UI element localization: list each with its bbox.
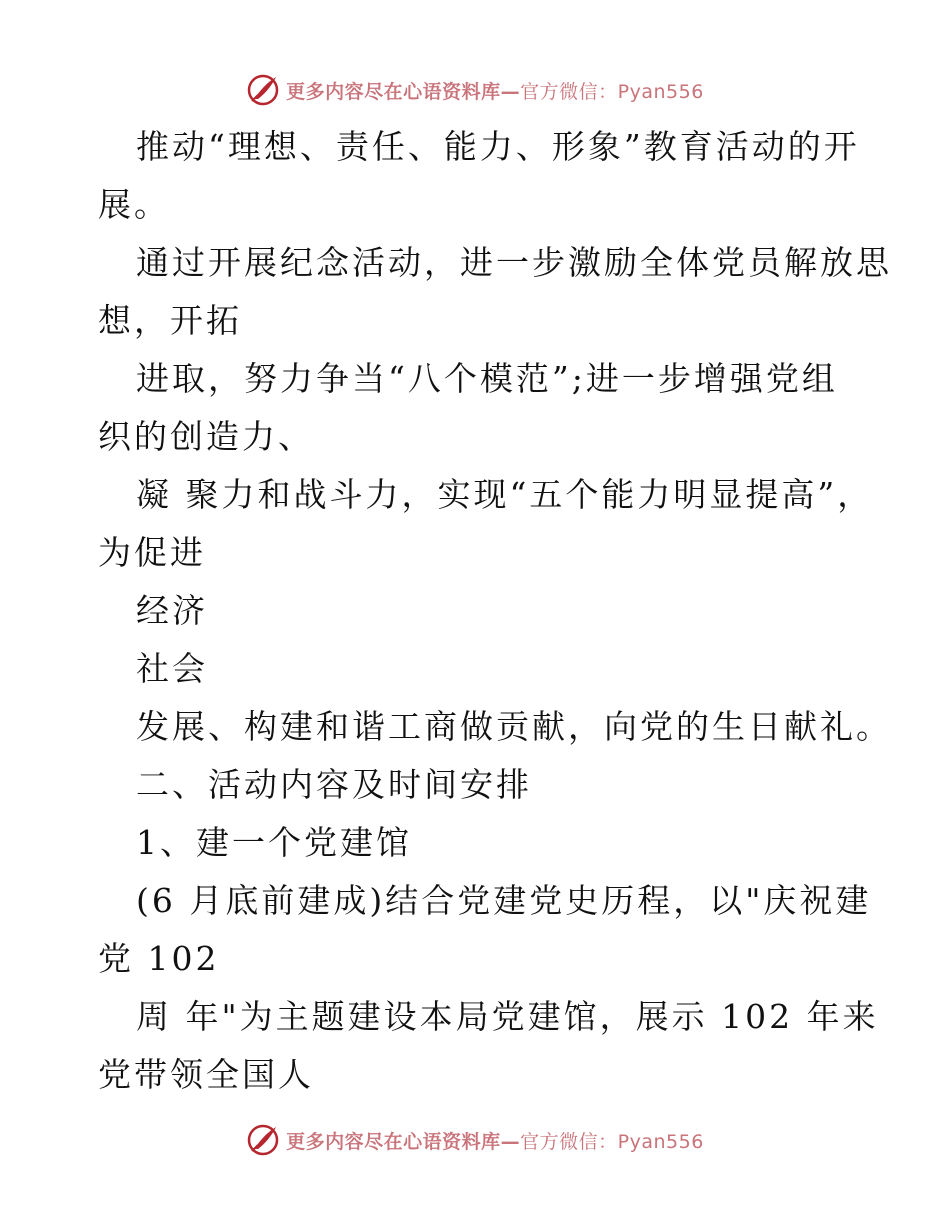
text-line: (6 月底前建成)结合党建党史历程，以"庆祝建 bbox=[136, 881, 872, 920]
footer-banner-text: 更多内容尽在心语资料库—官方微信：Pyan556 bbox=[286, 1130, 704, 1153]
quill-logo-icon bbox=[246, 1123, 280, 1157]
quill-logo-icon bbox=[246, 73, 280, 107]
text-line: 周 年"为主题建设本局党建馆，展示 102 年来 bbox=[136, 997, 879, 1036]
text-line: 推动“理想、责任、能力、形象”教育活动的开 bbox=[136, 127, 860, 166]
text-line: 社会 bbox=[136, 649, 208, 688]
text-line: 经济 bbox=[136, 591, 208, 630]
header-banner-text: 更多内容尽在心语资料库—官方微信：Pyan556 bbox=[286, 80, 704, 103]
text-line: 凝 聚力和战斗力，实现“五个能力明显提高”， bbox=[136, 475, 874, 514]
header-banner-inner bbox=[246, 73, 704, 107]
text-line: 通过开展纪念活动，进一步激励全体党员解放思 bbox=[136, 243, 892, 282]
text-line: 想，开拓 bbox=[98, 301, 242, 340]
header-banner bbox=[0, 70, 950, 110]
footer-banner-inner bbox=[246, 1123, 704, 1157]
text-line: 织的创造力、 bbox=[98, 417, 314, 456]
text-line: 为促进 bbox=[98, 533, 206, 572]
text-line: 二、活动内容及时间安排 bbox=[136, 765, 532, 804]
text-line: 发展、构建和谐工商做贡献，向党的生日献礼。 bbox=[136, 707, 892, 746]
text-line: 党带领全国人 bbox=[98, 1055, 314, 1094]
text-line: 党 102 bbox=[98, 939, 220, 978]
text-line: 进取，努力争当“八个模范”;进一步增强党组 bbox=[136, 359, 838, 398]
footer-banner bbox=[0, 1120, 950, 1160]
text-line: 1、建一个党建馆 bbox=[136, 823, 412, 862]
text-line: 展。 bbox=[98, 185, 170, 224]
document-body bbox=[98, 118, 892, 1104]
